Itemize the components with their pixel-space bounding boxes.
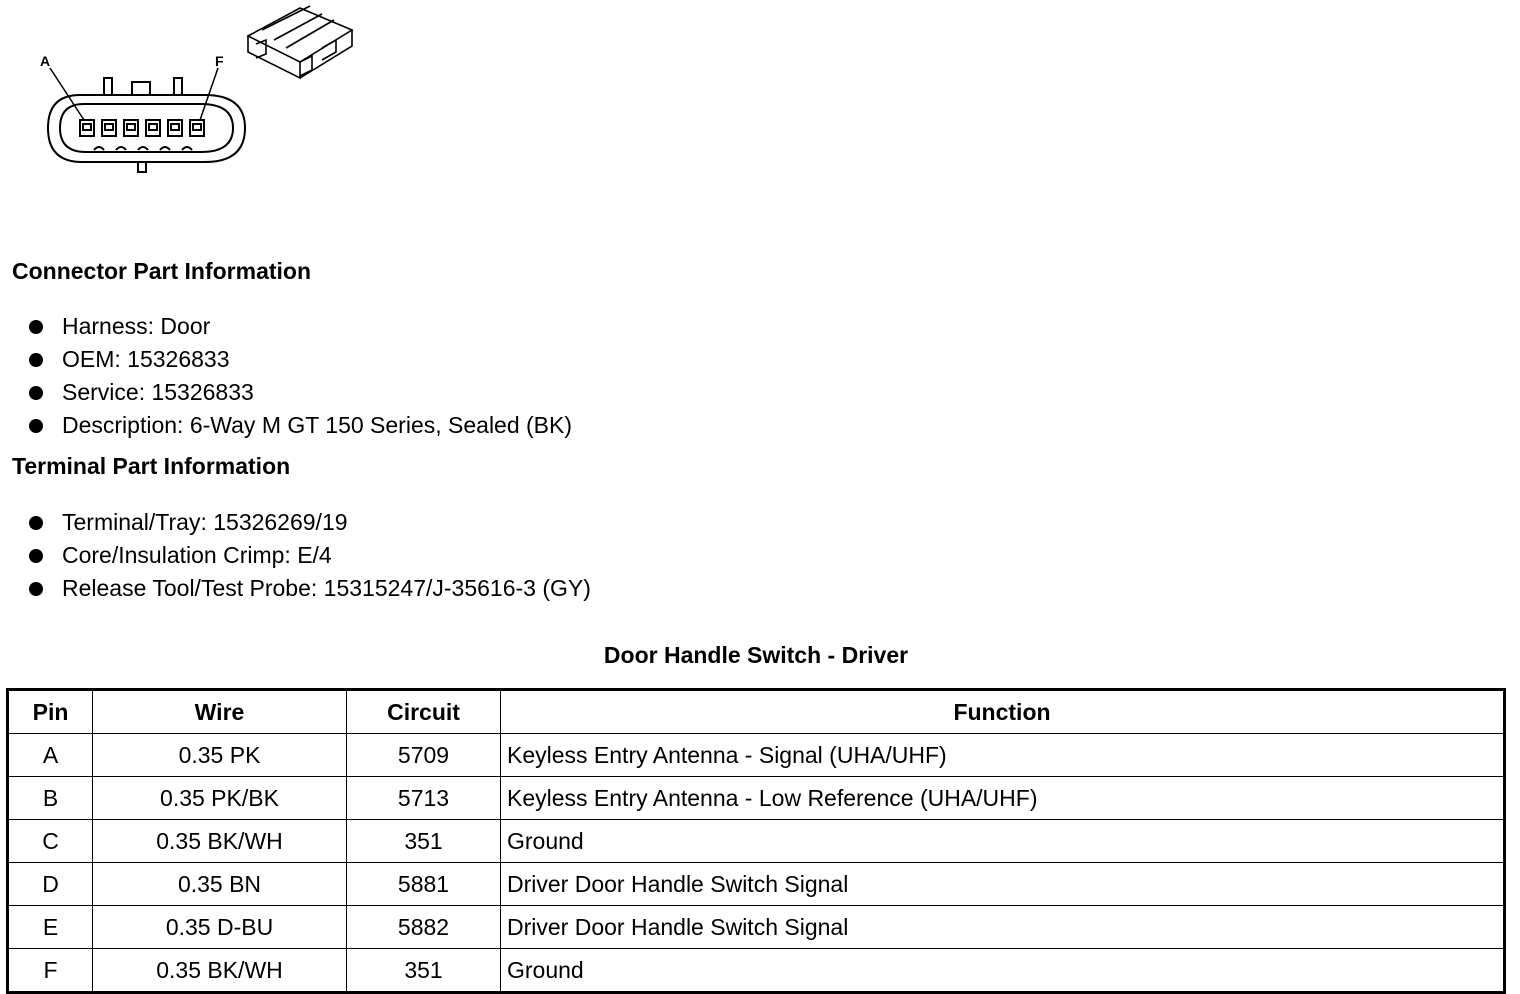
header-circuit: Circuit — [347, 690, 501, 734]
cell-pin: D — [8, 863, 93, 906]
cell-pin: C — [8, 820, 93, 863]
header-pin: Pin — [8, 690, 93, 734]
cell-function: Driver Door Handle Switch Signal — [501, 906, 1505, 949]
bullet-icon — [29, 549, 43, 563]
connector-isometric-sketch — [248, 6, 352, 78]
connector-key — [138, 162, 146, 172]
terminal-info-heading: Terminal Part Information — [12, 453, 291, 479]
list-item-text: Terminal/Tray: 15326269/19 — [62, 509, 348, 535]
connector-lock-tab — [132, 82, 150, 95]
cell-function: Driver Door Handle Switch Signal — [501, 863, 1505, 906]
bullet-icon — [29, 353, 43, 367]
cell-circuit: 5882 — [347, 906, 501, 949]
connector-diagram — [0, 0, 380, 200]
cell-wire: 0.35 PK — [93, 734, 347, 777]
table-row — [8, 863, 1505, 906]
table-row — [8, 949, 1505, 993]
cell-pin: B — [8, 777, 93, 820]
bullet-icon — [29, 320, 43, 334]
cell-pin: A — [8, 734, 93, 777]
table-header-row — [8, 690, 1505, 734]
table-row — [8, 820, 1505, 863]
list-item-text: Core/Insulation Crimp: E/4 — [62, 542, 332, 568]
cell-wire: 0.35 PK/BK — [93, 777, 347, 820]
list-item — [28, 539, 591, 572]
pin-table — [6, 688, 1506, 994]
connector-lock-tab — [104, 78, 112, 95]
header-function: Function — [501, 690, 1505, 734]
cell-pin: E — [8, 906, 93, 949]
pin-label-f: F — [215, 53, 224, 69]
cell-wire: 0.35 BK/WH — [93, 949, 347, 993]
connector-info-list — [28, 310, 572, 442]
connector-info-heading: Connector Part Information — [12, 258, 312, 284]
bullet-icon — [29, 582, 43, 596]
cell-circuit: 5713 — [347, 777, 501, 820]
list-item-text: OEM: 15326833 — [62, 346, 230, 372]
pin-cavities — [80, 120, 204, 136]
pin-table-title: Door Handle Switch - Driver — [603, 642, 909, 668]
list-item — [28, 409, 572, 442]
cell-pin: F — [8, 949, 93, 993]
cell-function: Keyless Entry Antenna - Low Reference (UHA/UHF) — [501, 777, 1505, 820]
cell-circuit: 5709 — [347, 734, 501, 777]
list-item — [28, 343, 572, 376]
bullet-icon — [29, 419, 43, 433]
list-item — [28, 376, 572, 409]
cell-function: Keyless Entry Antenna - Signal (UHA/UHF) — [501, 734, 1505, 777]
list-item-text: Service: 15326833 — [62, 379, 254, 405]
list-item-text: Harness: Door — [62, 313, 211, 339]
list-item-text: Release Tool/Test Probe: 15315247/J-35616-3 (GY) — [62, 575, 591, 601]
connector-lock-tab — [174, 78, 182, 95]
table-row — [8, 906, 1505, 949]
cell-wire: 0.35 BK/WH — [93, 820, 347, 863]
list-item-text: Description: 6-Way M GT 150 Series, Sealed (BK) — [62, 412, 573, 438]
bullet-icon — [29, 386, 43, 400]
list-item — [28, 506, 591, 539]
table-row — [8, 734, 1505, 777]
cell-function: Ground — [501, 820, 1505, 863]
header-wire: Wire — [93, 690, 347, 734]
cell-wire: 0.35 BN — [93, 863, 347, 906]
cell-function: Ground — [501, 949, 1505, 993]
cell-circuit: 351 — [347, 949, 501, 993]
cell-circuit: 351 — [347, 820, 501, 863]
cell-wire: 0.35 D-BU — [93, 906, 347, 949]
terminal-info-list — [28, 506, 591, 605]
list-item — [28, 310, 572, 343]
table-row — [8, 777, 1505, 820]
list-item — [28, 572, 591, 605]
bullet-icon — [29, 516, 43, 530]
cell-circuit: 5881 — [347, 863, 501, 906]
pin-label-a: A — [40, 53, 51, 69]
